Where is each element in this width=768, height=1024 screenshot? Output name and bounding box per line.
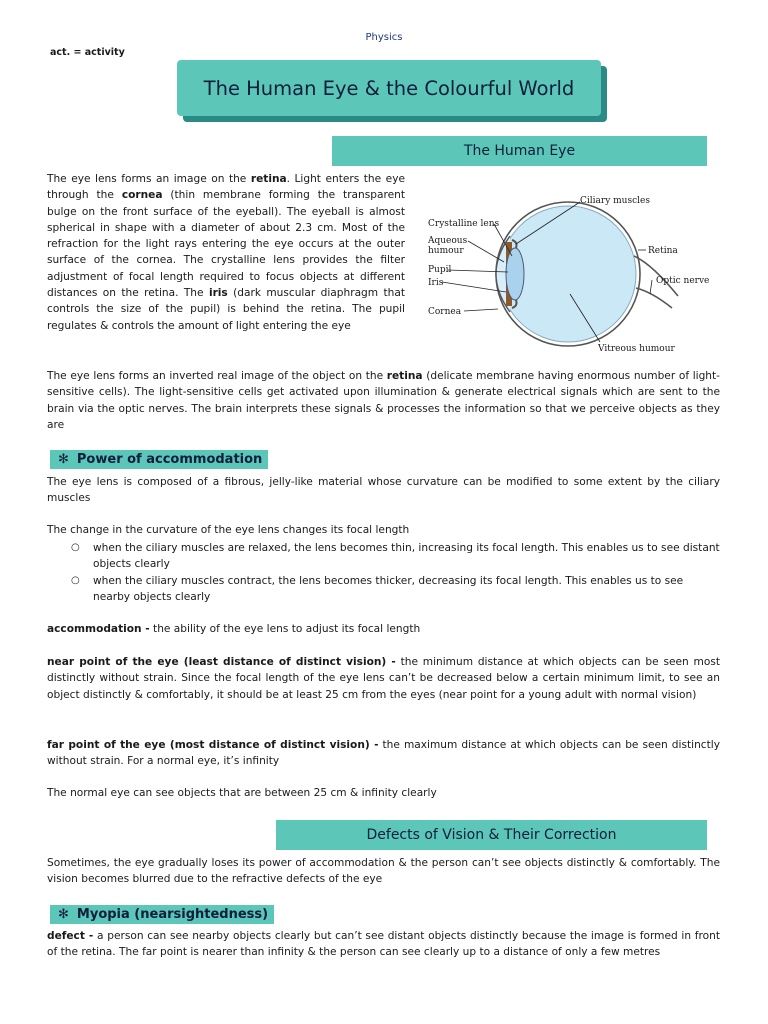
paragraph-image-formation <box>47 368 720 433</box>
definition-term: accommodation - <box>47 623 150 635</box>
page-title <box>177 60 601 116</box>
text-run: . Light enters the eye through the <box>47 173 405 202</box>
section-heading-defects <box>276 820 707 850</box>
definition-myopia <box>47 928 720 961</box>
paragraph-normal-eye: The normal eye can see objects that are between 25 cm & infinity clearly <box>47 787 437 799</box>
paragraph-eye-structure <box>47 171 405 334</box>
label-humour: humour <box>428 246 464 256</box>
label-iris: Iris <box>428 278 444 288</box>
subheading-myopia <box>50 905 274 924</box>
bullet-circle-icon: ○ <box>71 542 80 553</box>
lens-shape <box>506 248 524 300</box>
definition-accommodation <box>47 621 720 637</box>
definition-term: defect - <box>47 930 94 942</box>
list-item-text: when the ciliary muscles contract, the lens becomes thicker, decreasing its focal length. This enables us to see nearby objects clearly <box>93 574 684 603</box>
eye-diagram <box>420 184 720 354</box>
subject-label: Physics <box>365 32 403 43</box>
text-run: The eye lens forms an inverted real image of the object on the <box>47 370 387 382</box>
paragraph-curvature-change: The change in the curvature of the eye lens changes its focal length <box>47 524 410 536</box>
label-pupil: Pupil <box>428 265 452 275</box>
abbreviation-note: act. = activity <box>50 47 125 58</box>
list-item <box>47 573 720 606</box>
text-run: (dark muscular diaphragm that controls the size of the pupil) is behind the retina. The pupil regulates & controls the amount of light entering the eye <box>47 287 405 332</box>
bold-term: iris <box>208 287 228 300</box>
definition-text: the ability of the eye lens to adjust its focal length <box>149 623 421 635</box>
asterisk-icon: ✻ <box>58 452 69 467</box>
section-heading-text: Defects of Vision & Their Correction <box>366 827 617 843</box>
bold-term: retina <box>250 173 287 185</box>
definition-far-point <box>47 737 720 770</box>
asterisk-icon: ✻ <box>58 907 69 922</box>
paragraph-defects-intro: Sometimes, the eye gradually loses its power of accommodation & the person can’t see objects distinctly & comfortably. The vision becomes blurred due to the refractive defects of the eye <box>47 857 720 886</box>
page-title-text: The Human Eye & the Colourful World <box>203 76 575 100</box>
label-crystalline-lens: Crystalline lens <box>428 219 500 229</box>
label-retina: Retina <box>648 246 678 256</box>
label-cornea: Cornea <box>428 307 462 317</box>
text-run: The eye lens forms an image on the <box>47 173 251 185</box>
label-vitreous-humour: Vitreous humour <box>598 344 675 354</box>
list-item-text: when the ciliary muscles are relaxed, the lens becomes thin, increasing its focal length. This enables us to see distant objects clearly <box>93 542 720 571</box>
definition-term: near point of the eye (least distance of distinct vision) - <box>47 656 396 668</box>
label-optic-nerve: Optic nerve <box>656 276 710 286</box>
list-item <box>47 540 720 573</box>
eye-diagram-svg <box>420 184 720 354</box>
subheading-text: Myopia (nearsightedness) <box>76 907 269 922</box>
bold-term: retina <box>386 370 423 382</box>
label-aqueous: Aqueous <box>428 236 468 246</box>
definition-text: the minimum distance at which objects can be seen most distinctly without strain. Since the focal length of the eye lens can’t be decreased below a certain minimum limit, to see an object distinctly & comfortably, it should be at least 25 cm from the eyes (near point for a young adult with normal vision) <box>47 656 720 701</box>
section-heading-text: The Human Eye <box>463 143 576 159</box>
subheading-power-of-accommodation <box>50 450 268 469</box>
paragraph-lens-composition: The eye lens is composed of a fibrous, jelly-like material whose curvature can be modified to some extent by the ciliary muscles <box>47 476 720 505</box>
section-heading-human-eye <box>332 136 707 166</box>
definition-text: a person can see nearby objects clearly but can’t see distant objects distinctly because the image is formed in front of the retina. The far point is nearer than infinity & the person can see clearly up to a distance of only a few metres <box>47 930 720 959</box>
text-run: (thin membrane forming the transparent bulge on the front surface of the eyeball). The eyeball is almost spherical in shape with a diameter of about 2.3 cm. Most of the refraction for the light rays entering the eye occurs at the outer surface of the cornea. The crystalline lens provides the filter adjustment of focal length required to focus objects at different distances on the retina. The <box>47 189 406 300</box>
accommodation-bullet-list <box>47 540 720 605</box>
definition-text: the maximum distance at which objects can be seen distinctly without strain. For a normal eye, it’s infinity <box>47 739 720 768</box>
subheading-text: Power of accommodation <box>76 452 263 467</box>
bold-term: cornea <box>121 189 163 202</box>
text-run: (delicate membrane having enormous number of light-sensitive cells). The light-sensitive cells get activated upon illumination & generate electrical signals which are sent to the brain via the optic nerves. The brain interprets these signals & processes the information so that we perceive objects as they are <box>47 370 721 431</box>
bullet-circle-icon: ○ <box>71 574 80 586</box>
definition-term: far point of the eye (most distance of distinct vision) - <box>47 739 379 751</box>
definition-near-point <box>47 654 720 703</box>
label-ciliary-muscles: Ciliary muscles <box>580 196 650 206</box>
